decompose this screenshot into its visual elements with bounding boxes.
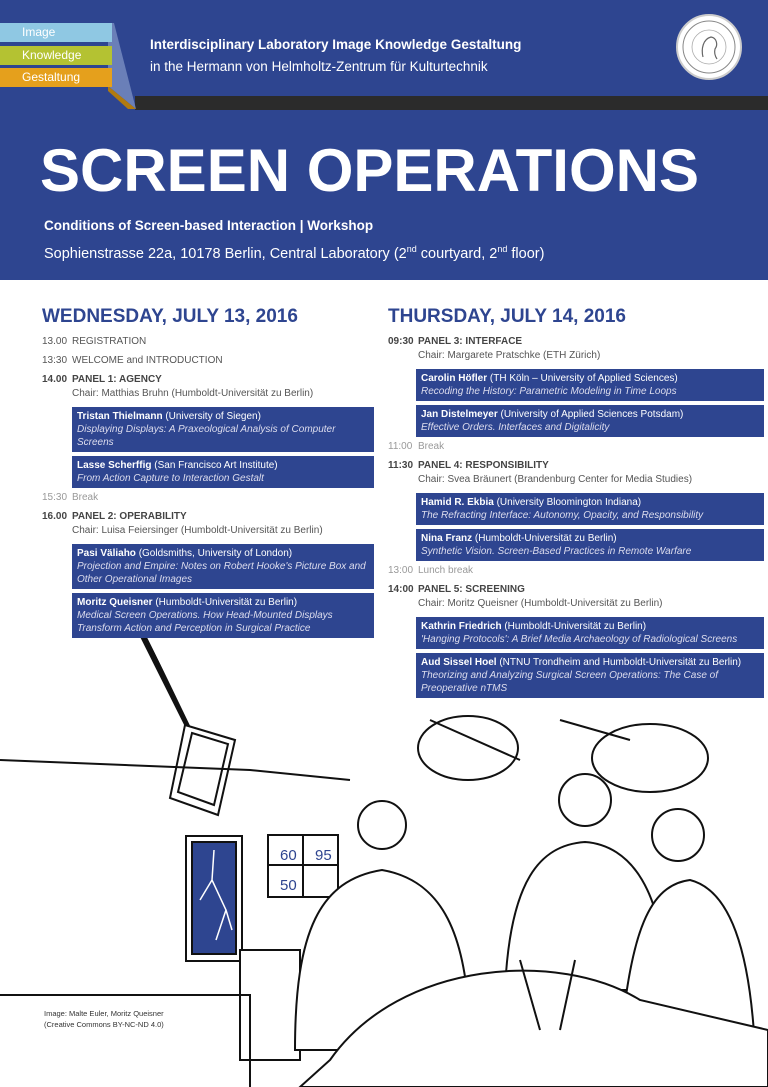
schedule-item: [388, 584, 764, 596]
talk-box: [72, 407, 374, 452]
day-heading: WEDNESDAY, JULY 13, 2016: [42, 306, 298, 327]
monitor-value: 60: [280, 847, 297, 864]
schedule-label: Break: [72, 492, 99, 503]
schedule-time: 11:00: [388, 441, 413, 452]
schedule-label: PANEL 5: SCREENING: [418, 584, 525, 595]
logo-wedge: [108, 23, 138, 113]
logo-tab-knowledge: Knowledge: [0, 46, 112, 65]
talk-title: The Refracting Interface: Autonomy, Opacity, and Responsibility: [421, 510, 704, 521]
talk-box: [416, 529, 764, 561]
talk-box: [72, 544, 374, 589]
schedule-label: PANEL 4: RESPONSIBILITY: [418, 460, 549, 471]
day-column-thursday: [388, 306, 764, 702]
schedule-time: 14:00: [388, 584, 414, 595]
lab-host: in the Hermann von Helmholtz-Zentrum für Kulturtechnik: [150, 59, 488, 74]
monitor-value: 50: [280, 877, 297, 894]
speaker-name: Lasse Scherffig: [77, 460, 152, 471]
schedule-time: 13.00: [42, 336, 68, 347]
schedule-time: 13:00: [388, 565, 414, 576]
schedule-item: [42, 492, 374, 504]
schedule-item: [42, 511, 374, 523]
speaker-name: Carolin Höfler: [421, 373, 488, 384]
talk-box: [416, 493, 764, 525]
talk-title: Medical Screen Operations. How Head-Mounted Displays Transform Action and Perception in Surgical Practice: [77, 610, 333, 634]
speaker-name: Jan Distelmeyer: [421, 409, 498, 420]
speaker-name: Aud Sissel Hoel: [421, 657, 497, 668]
workshop-subtitle: Conditions of Screen-based Interaction | Workshop: [44, 218, 374, 233]
speaker-name: Hamid R. Ekbia: [421, 497, 494, 508]
panel-chair: Chair: Margarete Pratschke (ETH Zürich): [418, 350, 601, 361]
speaker-affiliation: (Humboldt-Universität zu Berlin): [472, 533, 617, 544]
logo-tab-gestaltung: Gestaltung: [0, 68, 112, 87]
talk-box: [72, 456, 374, 488]
schedule-time: 15:30: [42, 492, 68, 503]
lab-name: Interdisciplinary Laboratory Image Knowledge Gestaltung: [150, 37, 522, 52]
talk-title: Theorizing and Analyzing Surgical Screen Operations: The Case of Preoperative nTMS: [421, 670, 719, 694]
schedule-label: Lunch break: [418, 565, 474, 576]
schedule-label: REGISTRATION: [72, 336, 147, 347]
university-seal-icon: [676, 14, 742, 80]
day-heading: THURSDAY, JULY 14, 2016: [388, 306, 626, 327]
schedule-item: [42, 355, 374, 367]
talk-box: [416, 405, 764, 437]
talk-box: [72, 593, 374, 638]
schedule-label: PANEL 3: INTERFACE: [418, 336, 523, 347]
schedule-item: [388, 565, 764, 577]
speaker-name: Nina Franz: [421, 533, 473, 544]
schedule-time: 16.00: [42, 511, 68, 522]
header-banner: [0, 0, 768, 280]
speaker-name: Tristan Thielmann: [77, 411, 163, 422]
talk-title: Effective Orders. Interfaces and Digitalicity: [421, 422, 610, 433]
image-credit: Image: Malte Euler, Moritz Queisner (Creative Commons BY-NC-ND 4.0): [44, 1009, 164, 1029]
schedule-time: 11:30: [388, 460, 414, 471]
speaker-affiliation: (University Bloomington Indiana): [493, 497, 642, 508]
speaker-name: Pasi Väliaho: [77, 548, 136, 559]
talk-box: [416, 369, 764, 401]
schedule-item: [388, 460, 764, 472]
day-column-wednesday: [42, 306, 374, 642]
schedule-label: PANEL 1: AGENCY: [72, 374, 162, 385]
speaker-affiliation: (TH Köln – University of Applied Sciences): [487, 373, 678, 384]
panel-chair: Chair: Luisa Feiersinger (Humboldt-Universität zu Berlin): [72, 525, 323, 536]
schedule-time: 14.00: [42, 374, 68, 385]
page-title: SCREEN OPERATIONS: [40, 137, 699, 204]
panel-chair: Chair: Matthias Bruhn (Humboldt-Universität zu Berlin): [72, 388, 314, 399]
monitor-value: 95: [315, 847, 332, 864]
talk-box: [416, 653, 764, 698]
speaker-affiliation: (Goldsmiths, University of London): [135, 548, 293, 559]
speaker-name: Moritz Queisner: [77, 597, 153, 608]
talk-title: Recoding the History: Parametric Modeling in Time Loops: [421, 386, 677, 397]
talk-title: Displaying Displays: A Praxeological Analysis of Computer Screens: [77, 424, 336, 448]
talk-title: Projection and Empire: Notes on Robert Hooke's Picture Box and Other Operational Images: [77, 561, 366, 585]
talk-title: From Action Capture to Interaction Gestalt: [77, 473, 264, 484]
venue-address: Sophienstrasse 22a, 10178 Berlin, Central Laboratory (2nd courtyard, 2nd floor): [44, 244, 545, 262]
speaker-name: Kathrin Friedrich: [421, 621, 502, 632]
schedule-item: [42, 336, 374, 348]
schedule-label: Break: [418, 441, 445, 452]
speaker-affiliation: (San Francisco Art Institute): [151, 460, 278, 471]
talk-title: 'Hanging Protocols': A Brief Media Archaeology of Radiological Screens: [421, 634, 738, 645]
schedule-item: [388, 336, 764, 348]
talk-box: [416, 617, 764, 649]
speaker-affiliation: (Humboldt-Universität zu Berlin): [501, 621, 647, 632]
dark-stripe: [135, 96, 768, 110]
speaker-affiliation: (NTNU Trondheim and Humboldt-Universität zu Berlin): [496, 657, 742, 668]
speaker-affiliation: (University of Applied Sciences Potsdam): [497, 409, 684, 420]
panel-chair: Chair: Svea Bräunert (Brandenburg Center for Media Studies): [418, 474, 693, 485]
schedule-label: WELCOME and INTRODUCTION: [72, 355, 223, 366]
talk-title: Synthetic Vision. Screen-Based Practices in Remote Warfare: [421, 546, 692, 557]
panel-chair: Chair: Moritz Queisner (Humboldt-Universität zu Berlin): [418, 598, 663, 609]
speaker-affiliation: (Humboldt-Universität zu Berlin): [152, 597, 298, 608]
schedule-time: 09:30: [388, 336, 414, 347]
schedule-item: [42, 374, 374, 386]
schedule-item: [388, 441, 764, 453]
schedule-label: PANEL 2: OPERABILITY: [72, 511, 187, 522]
logo-tab-image: Image: [0, 23, 112, 42]
schedule-time: 13:30: [42, 355, 68, 366]
speaker-affiliation: (University of Siegen): [162, 411, 261, 422]
